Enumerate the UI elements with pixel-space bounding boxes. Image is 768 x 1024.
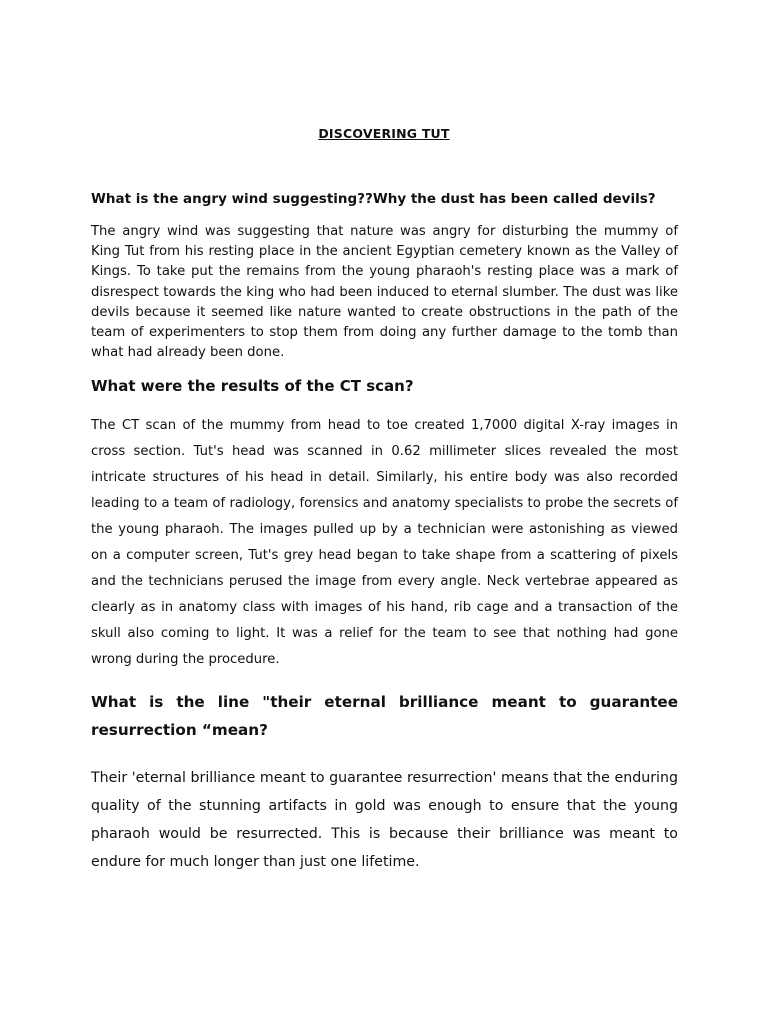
answer-1-paragraph: The angry wind was suggesting that nature was angry for disturbing the mummy of King Tut from his resting place in the ancient Egyptian cemetery known as the Valley of Kings. To take put the remains from the young pharaoh's resting place was a mark of disrespect towards the king who had been induced to eternal slumber. The dust was like devils because it seemed like nature wanted to create obstructions in the path of the team of experimenters to stop them from doing any further damage to the tomb than what had already been done. [91, 224, 678, 361]
question-1-heading: What is the angry wind suggesting??Why the dust has been called devils? [91, 191, 656, 207]
question-2-heading: What were the results of the CT scan? [91, 377, 414, 395]
document-title: DISCOVERING TUT [318, 126, 450, 141]
question-3-heading: What is the line "their eternal brilliance meant to guarantee resurrection “mean? [91, 693, 678, 739]
answer-3-paragraph: Their 'eternal brilliance meant to guarantee resurrection' means that the enduring quality of the stunning artifacts in gold was enough to ensure that the young pharaoh would be resurrected. This is because their brilliance was meant to endure for much longer than just one lifetime. [91, 770, 678, 870]
answer-2-paragraph: The CT scan of the mummy from head to toe created 1,7000 digital X-ray images in cross section. Tut's head was scanned in 0.62 millimeter slices revealed the most intricate structures of his head in detail. Similarly, his entire body was also recorded leading to a team of radiology, forensics and anatomy specialists to probe the secrets of the young pharaoh. The images pulled up by a technician were astonishing as viewed on a computer screen, Tut's grey head began to take shape from a scattering of pixels and the technicians perused the image from every angle. Neck vertebrae appeared as clearly as in anatomy class with images of his hand, rib cage and a transaction of the skull also coming to light. It was a relief for the team to see that nothing had gone wrong during the procedure. [91, 418, 678, 667]
